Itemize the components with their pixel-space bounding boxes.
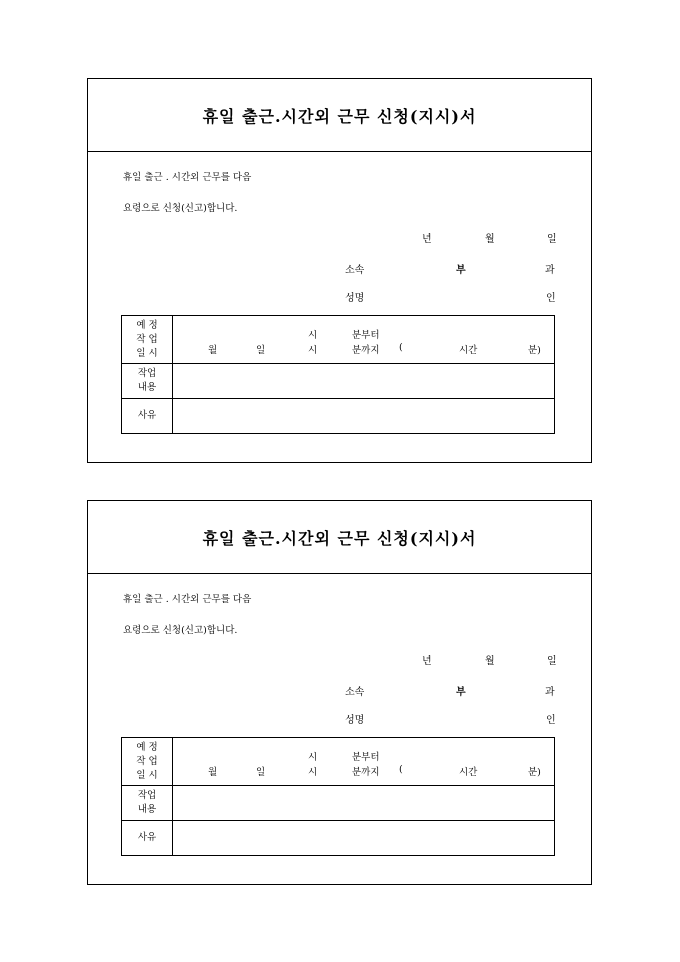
work-info-table bbox=[121, 315, 555, 434]
name-label: 성명 bbox=[345, 715, 365, 726]
schedule-field[interactable] bbox=[173, 738, 555, 786]
affiliation-label: 소속 bbox=[345, 687, 365, 698]
request-form-2 bbox=[87, 500, 592, 885]
schedule-day: 일 bbox=[256, 345, 266, 356]
title-row bbox=[88, 79, 591, 152]
schedule-total-hours: 시간 bbox=[459, 345, 478, 356]
schedule-from: 분부터 bbox=[352, 330, 380, 341]
content-field[interactable] bbox=[173, 364, 555, 399]
content-row bbox=[122, 364, 555, 399]
schedule-end-hour: 시 bbox=[308, 767, 318, 778]
schedule-field[interactable] bbox=[173, 316, 555, 364]
schedule-end-hour: 시 bbox=[308, 345, 318, 356]
intro-line-1: 휴일 출근 . 시간외 근무를 다음 bbox=[123, 594, 252, 605]
reason-header: 사유 bbox=[122, 399, 173, 434]
date-year-label: 년 bbox=[422, 656, 432, 667]
department-label: 부 bbox=[456, 687, 466, 698]
schedule-start-hour: 시 bbox=[308, 330, 318, 341]
schedule-total-minutes: 분) bbox=[528, 345, 541, 356]
schedule-start-hour: 시 bbox=[308, 752, 318, 763]
reason-row bbox=[122, 821, 555, 856]
reason-header: 사유 bbox=[122, 821, 173, 856]
title-row bbox=[88, 501, 591, 574]
reason-row bbox=[122, 399, 555, 434]
schedule-total-hours: 시간 bbox=[459, 767, 478, 778]
date-day-label: 일 bbox=[547, 234, 557, 245]
schedule-header-line: 작 업 bbox=[136, 755, 158, 767]
affiliation-label: 소속 bbox=[345, 265, 365, 276]
seal-label: 인 bbox=[546, 293, 556, 304]
schedule-row bbox=[122, 738, 555, 786]
content-header-line: 작업 bbox=[137, 368, 157, 379]
schedule-header-line: 예 정 bbox=[136, 741, 158, 753]
request-form-1 bbox=[87, 78, 592, 463]
schedule-header-line: 일 시 bbox=[136, 347, 158, 359]
name-label: 성명 bbox=[345, 293, 365, 304]
schedule-row bbox=[122, 316, 555, 364]
content-row bbox=[122, 786, 555, 821]
schedule-total-minutes: 분) bbox=[528, 767, 541, 778]
schedule-header-line: 일 시 bbox=[136, 769, 158, 781]
date-month-label: 월 bbox=[485, 234, 495, 245]
schedule-from: 분부터 bbox=[352, 752, 380, 763]
section-label: 과 bbox=[545, 265, 555, 276]
form-title: 휴일 출근.시간외 근무 신청(지시)서 bbox=[202, 528, 477, 548]
schedule-until: 분까지 bbox=[352, 767, 380, 778]
intro-line-1: 휴일 출근 . 시간외 근무를 다음 bbox=[123, 172, 252, 183]
schedule-until: 분까지 bbox=[352, 345, 380, 356]
department-label: 부 bbox=[456, 265, 466, 276]
date-year-label: 년 bbox=[422, 234, 432, 245]
schedule-header bbox=[122, 738, 173, 786]
form-title: 휴일 출근.시간외 근무 신청(지시)서 bbox=[202, 106, 477, 126]
section-label: 과 bbox=[545, 687, 555, 698]
seal-label: 인 bbox=[546, 715, 556, 726]
work-info-table bbox=[121, 737, 555, 856]
content-header-line: 내용 bbox=[137, 804, 157, 815]
schedule-paren-open: ( bbox=[399, 342, 403, 353]
schedule-day: 일 bbox=[256, 767, 266, 778]
content-header bbox=[122, 364, 173, 399]
intro-line-2: 요령으로 신청(신고)합니다. bbox=[123, 625, 238, 636]
schedule-month: 월 bbox=[208, 345, 218, 356]
content-header bbox=[122, 786, 173, 821]
date-day-label: 일 bbox=[547, 656, 557, 667]
reason-field[interactable] bbox=[173, 399, 555, 434]
schedule-header-line: 예 정 bbox=[136, 319, 158, 331]
schedule-header-line: 작 업 bbox=[136, 333, 158, 345]
reason-field[interactable] bbox=[173, 821, 555, 856]
schedule-month: 월 bbox=[208, 767, 218, 778]
date-month-label: 월 bbox=[485, 656, 495, 667]
schedule-header bbox=[122, 316, 173, 364]
content-header-line: 작업 bbox=[137, 790, 157, 801]
schedule-paren-open: ( bbox=[399, 764, 403, 775]
intro-line-2: 요령으로 신청(신고)합니다. bbox=[123, 203, 238, 214]
content-field[interactable] bbox=[173, 786, 555, 821]
content-header-line: 내용 bbox=[137, 382, 157, 393]
